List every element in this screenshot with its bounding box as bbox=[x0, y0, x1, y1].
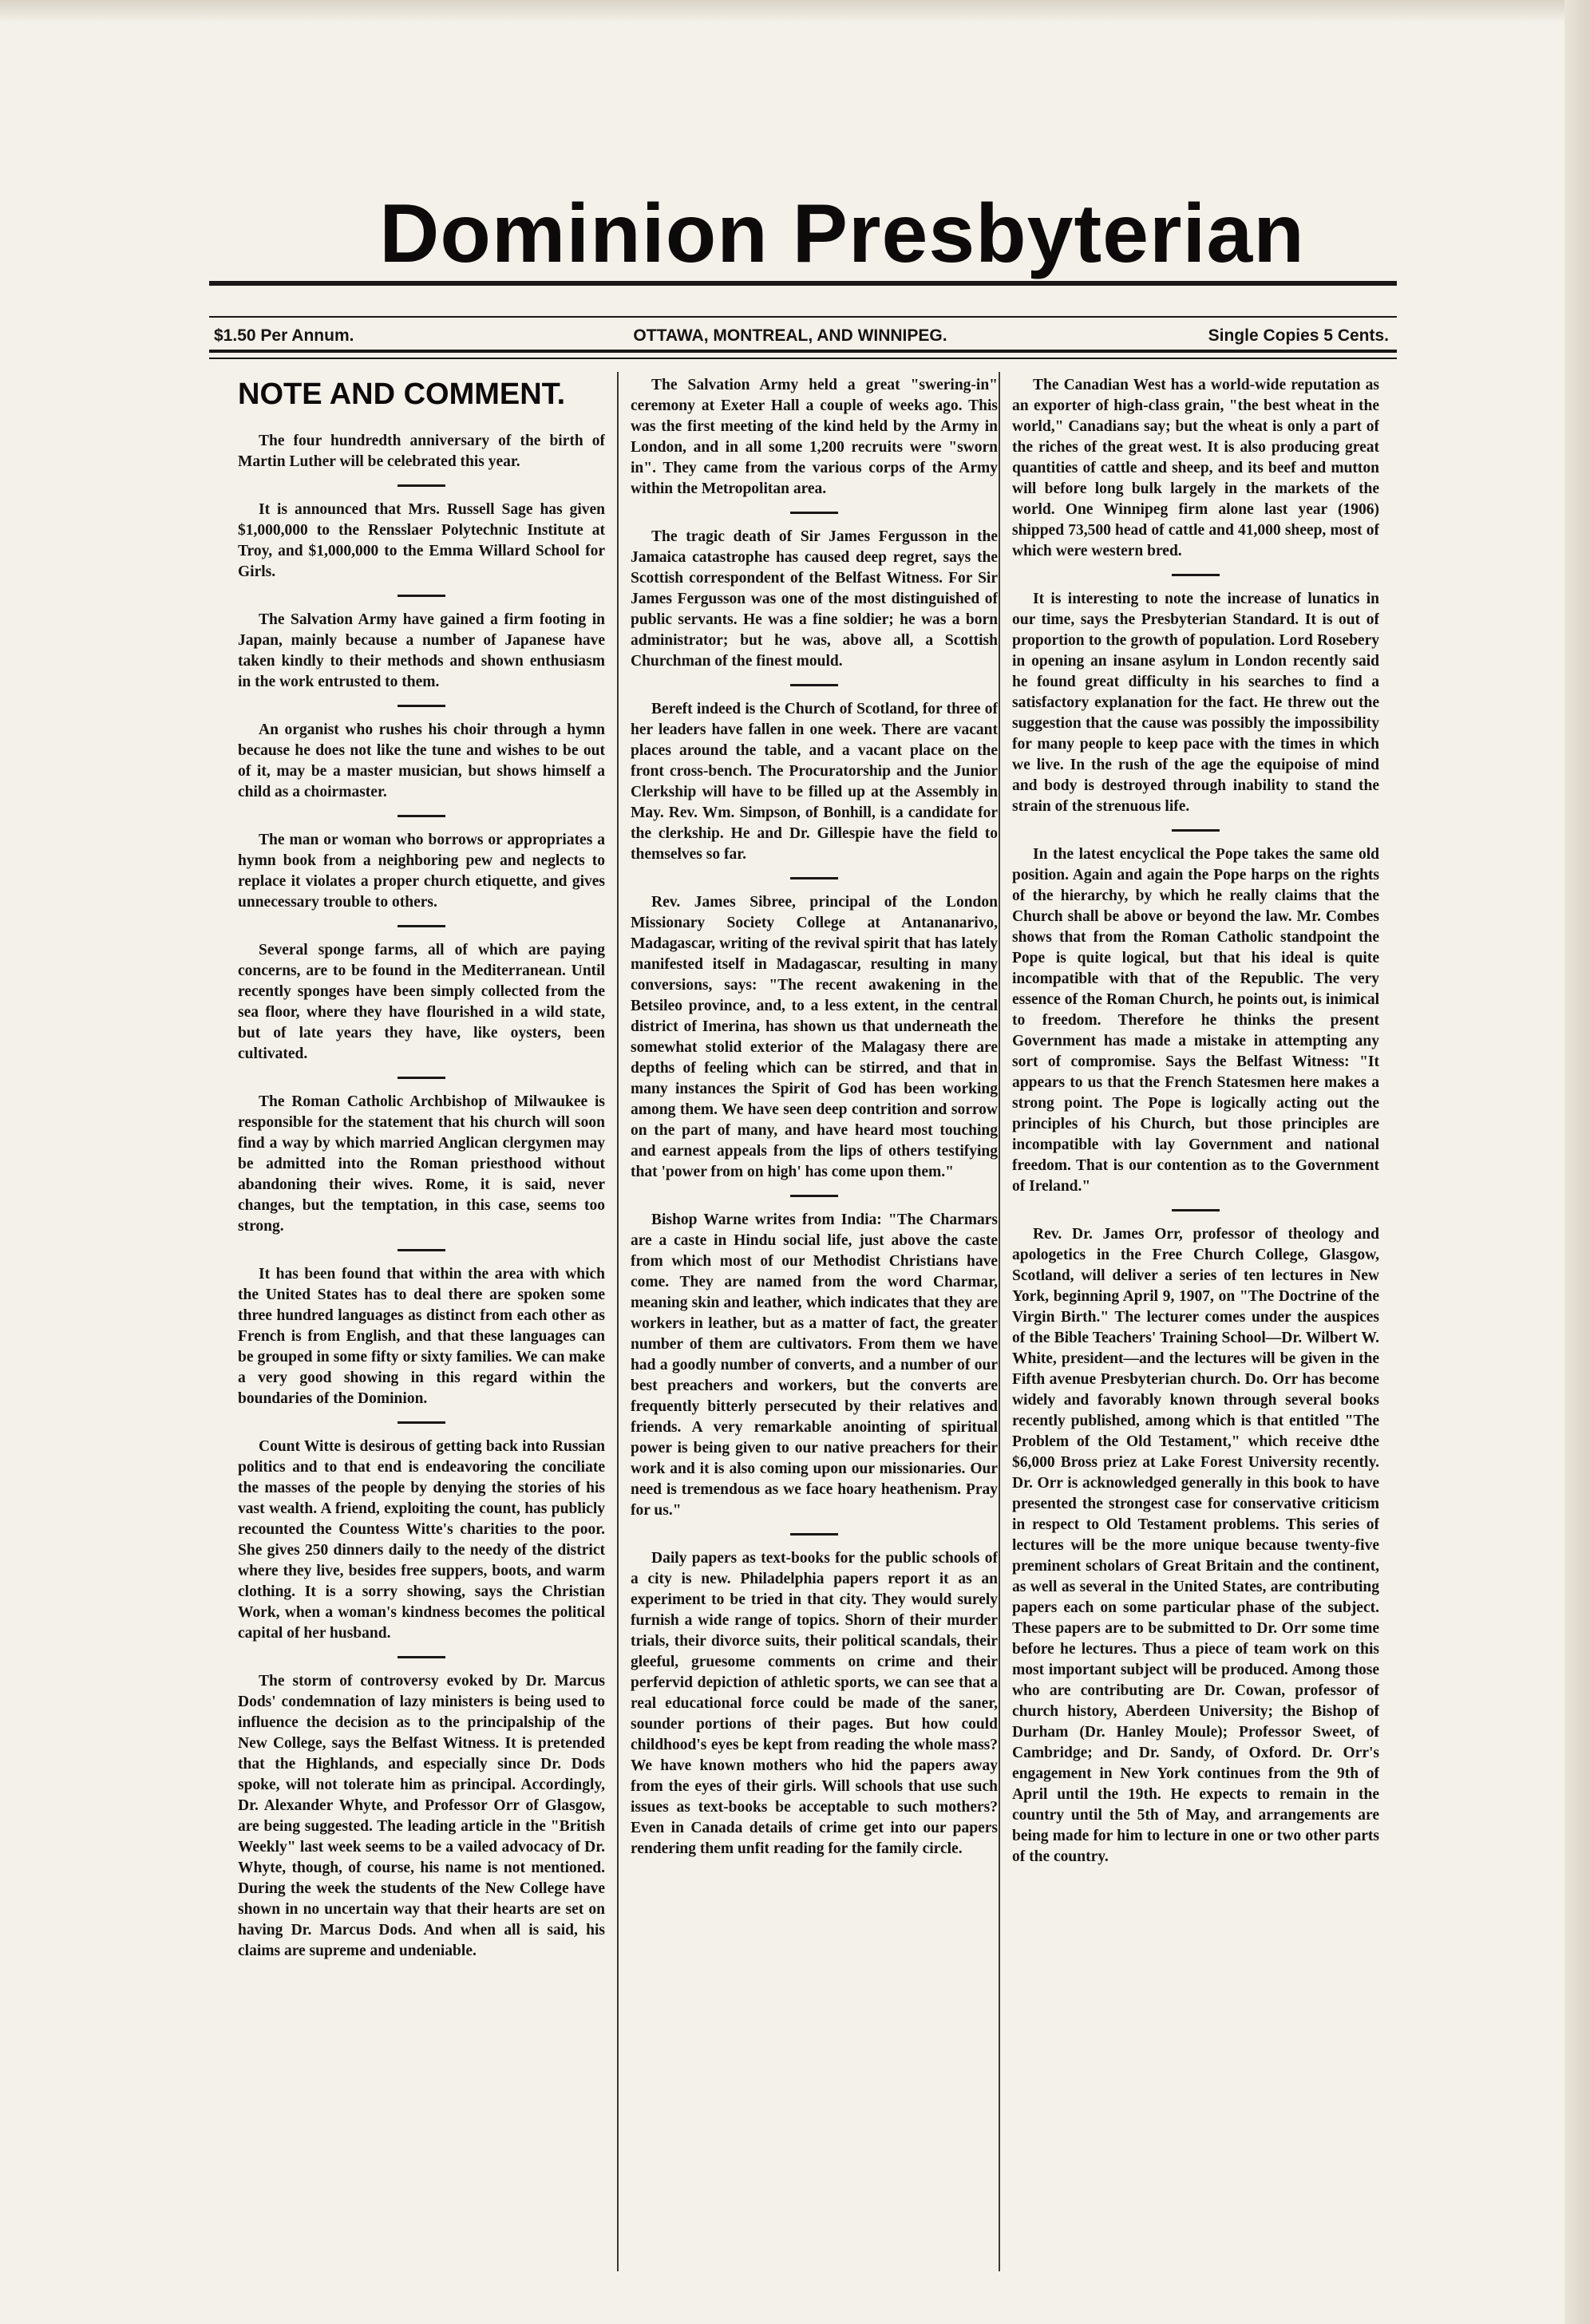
column-divider bbox=[999, 372, 1000, 2271]
column-3 bbox=[1012, 375, 1379, 2290]
news-item bbox=[1012, 375, 1379, 562]
news-item bbox=[238, 500, 605, 583]
news-item-text: The Canadian West has a world-wide reputation as an exporter of high-class grain, "the best wheat in the world," Canadians say; but the wheat is only a part of the riches of the great west. It is also producing great quantities of cattle and sheep, and its beef and mutton will before long bulk largely in the markets of the world. One Winnipeg firm alone last year (1906) shipped 73,500 head of cattle and 41,000 sheep, most of which were western bred. bbox=[1012, 377, 1379, 559]
item-separator bbox=[398, 815, 445, 817]
item-separator bbox=[398, 1421, 445, 1424]
news-item-text: Rev. Dr. James Orr, professor of theology and apologetics in the Free Church College, Glasgow, Scotland, will deliver a series of ten lectures in New York, beginning April 9, 1907, on "The Doctrine of the Virgin Birth." The lecturer comes under the auspices of the Bible Teachers' Training School—Dr. Wilbert W. White, president—and the lectures will be given in the Fifth avenue Presbyterian church. Do. Orr has become widely and favorably known through several books recently published, among which is that entitled "The Problem of the Old Testament," which receive dthe $6,000 Bross priez at Lake Forest University recently. Dr. Orr is acknowledged generally in this book to have presented the strongest case for conservative criticism in respect to Old Testament problems. This series of lectures will be the more unique because twenty-five preminent scholars of Great Britain and the continent, as well as several in the United States, are contributing papers each on some particular phase of the subject. These papers are to be submitted to Dr. Orr some time before he lectures. Thus a piece of team work on this most important subject will be produced. Among those who are contributing are Dr. Cowan, professor of church history, Aberdeen University; the Bishop of Durham (Dr. Hanley Moule); Professor Sweet, of Cambridge; and Dr. Sandy, of Oxford. Dr. Orr's engagement in New York continues from the 9th of April until the 19th. He expects to remain in the country until the 5th of May, and arrangements are being made for him to lecture in one or two other parts of the country. bbox=[1012, 1226, 1379, 1865]
news-item bbox=[631, 1548, 998, 1860]
news-item-text: Daily papers as text-books for the public schools of a city is new. Philadelphia papers report it as an experiment to be tried in that city. They would surely furnish a wide range of topics. Shorn of their murder trials, their divorce suits, their political scandals, their gleeful, gruesome comments on crime and their perfervid depiction of athletic sports, we can see that a real educational force could be made of the saner, sounder portions of their pages. But how could childhood's eyes be kept from reading the whole mass? We have known mothers who hid the papers away from the eyes of their girls. Will schools that use such issues as text-books be acceptable to such mothers? Even in Canada details of crime get into our papers rendering them unfit reading for the family circle. bbox=[631, 1550, 998, 1857]
news-item bbox=[238, 1671, 605, 1962]
subscription-price: $1.50 Per Annum. bbox=[214, 326, 354, 345]
news-item bbox=[631, 527, 998, 672]
item-separator bbox=[398, 595, 445, 597]
news-item-text: Bereft indeed is the Church of Scotland, for three of her leaders have fallen in one week. There are vacant places around the table, and a vacant place on the front cross-bench. The Procuratorship and the Junior Clerkship will have to be filled up at the Assembly in May. Rev. Wm. Simpson, of Bonhill, is a candidate for the clerkship. He and Dr. Gillespie have the field to themselves so far. bbox=[631, 701, 998, 863]
news-item bbox=[238, 940, 605, 1065]
masthead-rule bbox=[209, 281, 1397, 286]
news-item-text: The Salvation Army held a great "swering-in" ceremony at Exeter Hall a couple of weeks ago. This was the first meeting of the kind held by the Army in London, and in all some 1,200 recruits were "sworn in". They came from the various corps of the Army within the Metropolitan area. bbox=[631, 377, 998, 497]
news-item bbox=[238, 1264, 605, 1409]
publication-places: OTTAWA, MONTREAL, AND WINNIPEG. bbox=[633, 326, 947, 345]
item-separator bbox=[790, 684, 838, 686]
news-item bbox=[1012, 1224, 1379, 1868]
item-separator bbox=[1172, 829, 1220, 832]
masthead-rule bbox=[209, 358, 1397, 359]
item-separator bbox=[398, 925, 445, 927]
single-copy-price: Single Copies 5 Cents. bbox=[1208, 326, 1389, 345]
masthead-rule bbox=[209, 316, 1397, 318]
news-item-text: The Salvation Army have gained a firm footing in Japan, mainly because a number of Japanese have taken kindly to their methods and shown enthusiasm in the work entrusted to them. bbox=[238, 611, 605, 690]
item-separator bbox=[1172, 1209, 1220, 1211]
news-item bbox=[631, 892, 998, 1183]
news-item-text: Several sponge farms, all of which are paying concerns, are to be found in the Mediterranean. Until recently sponges have been simply collected from the sea floor, where they have flourished in a wild state, but of late years they have, like oysters, been cultivated. bbox=[238, 942, 605, 1062]
news-item bbox=[238, 1092, 605, 1237]
news-item bbox=[238, 1437, 605, 1644]
news-item-text: An organist who rushes his choir through a hymn because he does not like the tune and wishes to be out of it, may be a master musician, but shows himself a child as a choirmaster. bbox=[238, 721, 605, 800]
news-item-text: The storm of controversy evoked by Dr. Marcus Dods' condemnation of lazy ministers is being used to influence the decision as to the principalship of the New College, says the Belfast Witness. It is pretended that the Highlands, and especially since Dr. Dods spoke, will not tolerate him as principal. Accordingly, Dr. Alexander Whyte, and Professor Orr of Glasgow, are being suggested. The leading article in the "British Weekly" last week seems to be a vailed advocacy of Dr. Whyte, though, of course, his name is not mentioned. During the week the students of the New College have shown in no uncertain way that their hearts are set on having Dr. Marcus Dods. And when all is said, his claims are supreme and undeniable. bbox=[238, 1673, 605, 1959]
item-separator bbox=[790, 1195, 838, 1197]
news-item-text: Bishop Warne writes from India: "The Charmars are a caste in Hindu social life, just above the caste from which most of our Methodist Christians have come. They are named from the word Charmar, meaning skin and leather, which indicates that they are workers in leather, but as a matter of fact, the greater number of them are cultivators. From them we have had a goodly number of converts, and a number of our best preachers and workers, but the converts are frequently bitterly persecuted by their relatives and friends. A very remarkable anointing of spiritual power is being given to our native preachers for their work and it is also coming upon our missionaries. Our need is tremendous as we face hoary heathenism. Pray for us." bbox=[631, 1211, 998, 1519]
news-item bbox=[238, 431, 605, 472]
news-item-text: The Roman Catholic Archbishop of Milwaukee is responsible for the statement that his church will soon find a way by which married Anglican clergymen may be admitted into the Roman priesthood without abandoning their wives. Rome, it is said, never changes, but the temptation, in this case, seems too strong. bbox=[238, 1093, 605, 1235]
item-separator bbox=[790, 512, 838, 514]
item-separator bbox=[398, 1077, 445, 1079]
news-item-text: In the latest encyclical the Pope takes the same old position. Again and again the Pope harps on the rights of the hierarchy, by which he really claims that the Church shall be above or beyond the law. Mr. Combes shows that from the Roman Catholic standpoint the Pope is quite logical, but that his ideal is quite incompatible with that of the Republic. The very essence of the Roman Church, he points out, is inimical to freedom. Therefore he thinks the present Government has made a mistake in attempting any sort of compromise. Says the Belfast Witness: "It appears to us that the French Statesmen here makes a strong point. The Pope is logically acting out the principles of his Church, but those principles are incompatible with lay Government and national freedom. That is our contention as to the Government of Ireland." bbox=[1012, 846, 1379, 1195]
news-item bbox=[631, 375, 998, 500]
column-divider bbox=[617, 372, 619, 2271]
page-edge-top bbox=[0, 0, 1590, 22]
item-separator bbox=[398, 484, 445, 487]
news-item bbox=[1012, 589, 1379, 817]
section-heading: NOTE AND COMMENT. bbox=[238, 377, 566, 411]
news-item-text: It is announced that Mrs. Russell Sage has given $1,000,000 to the Rensslaer Polytechnic Institute at Troy, and $1,000,000 to the Emma Willard School for Girls. bbox=[238, 501, 605, 580]
news-item bbox=[238, 720, 605, 803]
news-item bbox=[631, 1210, 998, 1521]
news-item-text: The man or woman who borrows or appropriates a hymn book from a neighboring pew and neglects to replace it violates a proper church etiquette, and gives unnecessary trouble to others. bbox=[238, 832, 605, 911]
news-item-text: The four hundredth anniversary of the birth of Martin Luther will be celebrated this year. bbox=[238, 433, 605, 470]
column-1 bbox=[238, 375, 605, 2290]
news-item-text: Rev. James Sibree, principal of the London Missionary Society College at Antananarivo, Madagascar, writing of the revival spirit that has lately manifested itself in Madagascar, resulting in many conversions, says: "The recent awakening in the Betsileo province, and, to a less extent, in the central district of Imerina, has shown us that underneath the somewhat stolid exterior of the Malagasy there are depths of feeling which can be stirred, and that in many instances the Spirit of God has been working among them. We have seen deep contrition and sorrow on the part of many, and have heard most touching and earnest appeals from the lips of others testifying that 'power from on high' has come upon them." bbox=[631, 894, 998, 1180]
masthead-title: Dominion Presbyterian bbox=[379, 188, 1305, 280]
item-separator bbox=[790, 1533, 838, 1536]
item-separator bbox=[1172, 574, 1220, 576]
news-item-text: Count Witte is desirous of getting back into Russian politics and to that end is endeavoring the conciliate the masses of the people by denying the stories of his vast wealth. A friend, exploiting the count, has publicly recounted the Countess Witte's charities to the poor. She gives 250 dinners daily to the needy of the district where they live, besides free suppers, boots, and warm clothing. It is a sorry showing, says the Christian Work, when a woman's kindness becomes the political capital of her husband. bbox=[238, 1438, 605, 1642]
column-2 bbox=[631, 375, 998, 2290]
item-separator bbox=[790, 877, 838, 879]
item-separator bbox=[398, 705, 445, 707]
news-item bbox=[238, 610, 605, 693]
news-item bbox=[631, 699, 998, 865]
news-item bbox=[238, 830, 605, 913]
news-item-text: It has been found that within the area with which the United States has to deal there are spoken some three hundred languages as distinct from each other as French is from English, and that these languages can be grouped in some fifty or sixty families. We can make a very good showing in this regard within the boundaries of the Dominion. bbox=[238, 1266, 605, 1407]
item-separator bbox=[398, 1249, 445, 1251]
news-item bbox=[1012, 844, 1379, 1197]
page-edge-right bbox=[1564, 0, 1590, 2324]
news-item-text: The tragic death of Sir James Fergusson in the Jamaica catastrophe has caused deep regret, says the Scottish correspondent of the Belfast Witness. For Sir James Fergusson was one of the most distinguished of public servants. He was a fine soldier; he was a born administrator; but he was, above all, a Scottish Churchman of the finest mould. bbox=[631, 528, 998, 670]
item-separator bbox=[398, 1656, 445, 1658]
news-item-text: It is interesting to note the increase of lunatics in our time, says the Presbyterian Standard. It is out of proportion to the growth of population. Lord Rosebery in opening an insane asylum in London recently said he found great difficulty in his searches to find a satisfactory explanation for the fact. He threw out the suggestion that the cause was possibly the impossibility for many people to keep pace with the times in which we live. In the rush of the age the equipoise of mind and body is destroyed through inability to stand the strain of the strenuous life. bbox=[1012, 591, 1379, 815]
masthead-rule bbox=[209, 350, 1397, 353]
